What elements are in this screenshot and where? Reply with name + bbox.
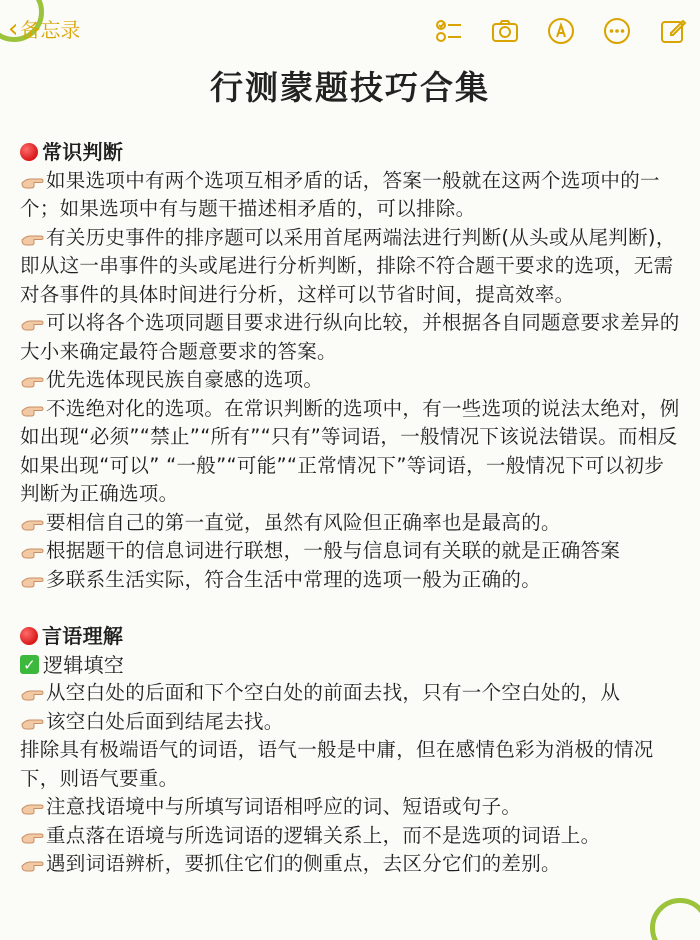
back-button[interactable] bbox=[8, 14, 80, 43]
pointing-hand-icon bbox=[20, 543, 44, 559]
pointing-hand-icon bbox=[20, 401, 44, 417]
list-item bbox=[20, 679, 680, 708]
list-item bbox=[20, 822, 680, 851]
pointing-hand-icon bbox=[20, 799, 44, 815]
note-body[interactable] bbox=[20, 138, 680, 879]
list-item bbox=[20, 395, 680, 509]
item-text: 如果选项中有两个选项互相矛盾的话，答案一般就在这两个选项中的一个；如果选项中有与题干描述相矛盾的，可以排除。 bbox=[20, 168, 660, 220]
chevron-left-icon: ‹ bbox=[8, 13, 19, 44]
item-text: 多联系生活实际，符合生活中常理的选项一般为正确的。 bbox=[46, 567, 542, 591]
list-item bbox=[20, 566, 680, 595]
check-mark-icon: ✓ bbox=[20, 655, 39, 674]
item-text: 可以将各个选项同题目要求进行纵向比较，并根据各自同题意要求差异的大小来确定最符合题意要求的答案。 bbox=[20, 311, 680, 363]
pointing-hand-icon bbox=[20, 572, 44, 588]
verbal-list bbox=[20, 793, 680, 879]
common-sense-list bbox=[20, 167, 680, 595]
pointing-hand-icon bbox=[20, 515, 44, 531]
top-toolbar bbox=[0, 0, 700, 60]
pointing-hand-icon bbox=[20, 230, 44, 246]
camera-icon[interactable] bbox=[488, 14, 522, 48]
decorative-ring-bottom-right bbox=[650, 898, 700, 940]
list-item bbox=[20, 509, 680, 538]
pointing-hand-icon bbox=[20, 372, 44, 388]
pointing-hand-icon bbox=[20, 685, 44, 701]
item-text: 不选绝对化的选项。在常识判断的选项中，有一些选项的说法太绝对，例如出现“必须”“禁止”“所有”“只有”等词语，一般情况下该说法错误。而相反如果出现“可以” “一般”“可能”“正常情况下”等词语，一般情况下可以初步判断为正确选项。 bbox=[20, 396, 680, 505]
list-item bbox=[20, 850, 680, 879]
section-heading-text: 常识判断 bbox=[42, 140, 124, 164]
item-text: 重点落在语境与所选词语的逻辑关系上，而不是选项的词语上。 bbox=[46, 823, 601, 847]
subheading-logic-fill bbox=[20, 651, 680, 680]
pointing-hand-icon bbox=[20, 856, 44, 872]
red-circle-icon bbox=[20, 627, 38, 645]
list-item bbox=[20, 708, 680, 737]
item-text: 要相信自己的第一直觉，虽然有风险但正确率也是最高的。 bbox=[46, 510, 561, 534]
list-item bbox=[20, 167, 680, 224]
note-title: 行测蒙题技巧合集 bbox=[210, 68, 490, 107]
paragraph: 排除具有极端语气的词语，语气一般是中庸，但在感情色彩为消极的情况下，则语气要重。 bbox=[20, 738, 654, 790]
pointing-hand-icon bbox=[20, 714, 44, 730]
item-text: 从空白处的后面和下个空白处的前面去找，只有一个空白处的，从 bbox=[46, 681, 621, 704]
compose-icon[interactable] bbox=[656, 14, 690, 48]
list-item bbox=[20, 309, 680, 366]
list-item bbox=[20, 537, 680, 566]
section-heading-text: 言语理解 bbox=[42, 624, 124, 648]
back-label: 备忘录 bbox=[20, 18, 81, 42]
item-text: 注意找语境中与所填写词语相呼应的词、短语或句子。 bbox=[46, 795, 522, 818]
item-text: 优先选体现民族自豪感的选项。 bbox=[46, 368, 324, 391]
item-text: 根据题干的信息词进行联想，一般与信息词有关联的就是正确答案 bbox=[46, 539, 621, 562]
pointing-hand-icon bbox=[20, 173, 44, 189]
section-heading-verbal bbox=[20, 622, 680, 651]
list-item bbox=[20, 793, 680, 822]
list-item bbox=[20, 224, 680, 310]
pointing-hand-icon bbox=[20, 315, 44, 331]
item-text: 有关历史事件的排序题可以采用首尾两端法进行判断(从头或从尾判断)，即从这一串事件的头或尾进行分析判断，排除不符合题干要求的选项，无需对各事件的具体时间进行分析，这样可以节省时间，提高效率。 bbox=[20, 225, 676, 306]
checklist-icon[interactable] bbox=[432, 14, 466, 48]
section-heading-common-sense bbox=[20, 138, 680, 167]
red-circle-icon bbox=[20, 143, 38, 161]
list-item bbox=[20, 366, 680, 395]
item-text: 遇到词语辨析，要抓住它们的侧重点，去区分它们的差别。 bbox=[46, 852, 561, 875]
subheading-text: 逻辑填空 bbox=[43, 652, 125, 677]
pointing-hand-icon bbox=[20, 828, 44, 844]
markup-icon[interactable] bbox=[544, 14, 578, 48]
item-text: 该空白处后面到结尾去找。 bbox=[46, 709, 284, 733]
more-icon[interactable] bbox=[600, 14, 634, 48]
